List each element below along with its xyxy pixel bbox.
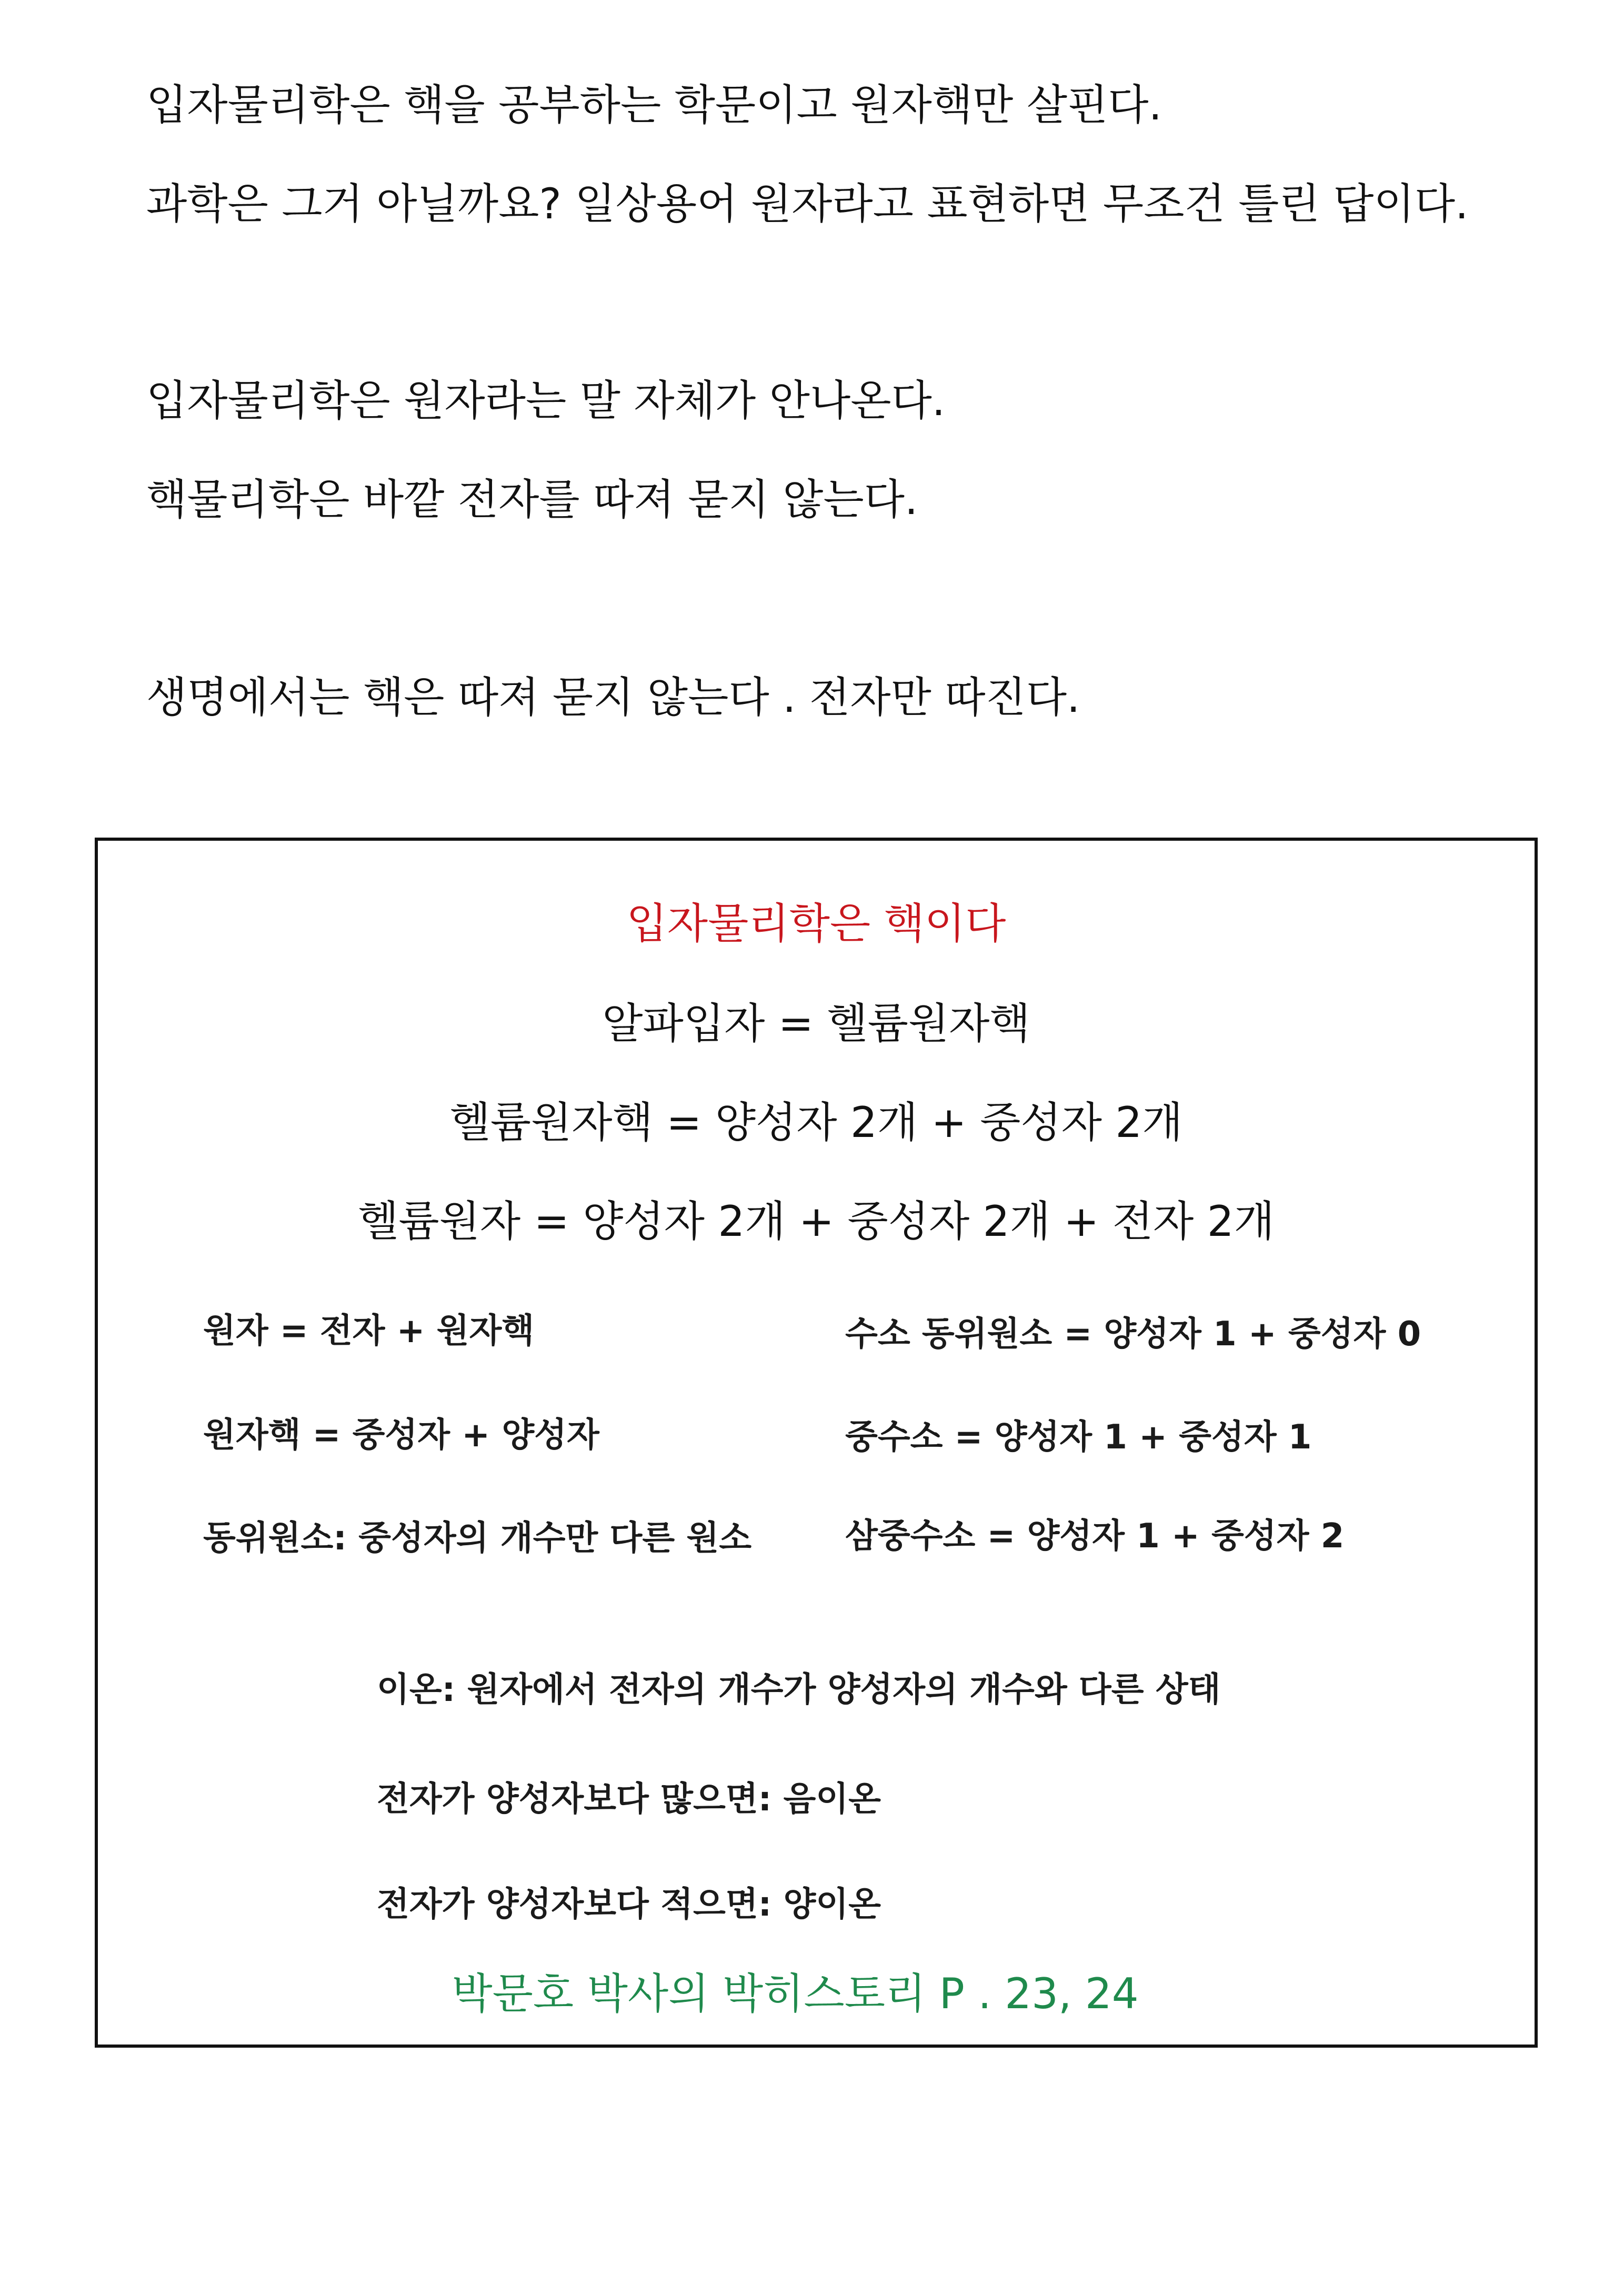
paragraph-line-1: 입자물리학은 핵을 공부하는 학문이고 원자핵만 살핀다. <box>146 80 1162 129</box>
scan-deuterium: 중수소 = 양성자 1 + 중성자 1 <box>845 1418 1312 1457</box>
equation-alpha-particle: 알파입자 = 헬륨원자핵 <box>602 999 1030 1048</box>
scan-tritium: 삼중수소 = 양성자 1 + 중성자 2 <box>845 1517 1345 1556</box>
box-heading: 입자물리학은 핵이다 <box>626 899 1006 948</box>
scan-hydrogen-isotope: 수소 동위원소 = 양성자 1 + 중성자 0 <box>845 1315 1421 1354</box>
scan-atom-definition: 원자 = 전자 + 원자핵 <box>203 1312 535 1351</box>
scan-anion: 전자가 양성자보다 많으면: 음이온 <box>377 1780 881 1819</box>
citation: 박문호 박사의 박히스토리 P . 23, 24 <box>452 1969 1139 2018</box>
paragraph-line-3: 입자물리학은 원자라는 말 자체가 안나온다. <box>146 376 946 425</box>
paragraph-line-5: 생명에서는 핵은 따져 묻지 않는다 . 전자만 따진다. <box>146 673 1080 722</box>
paragraph-line-2: 과학은 그거 아닐까요? 일상용어 원자라고 표현하면 무조건 틀린 답이다. <box>146 179 1469 228</box>
quote-box <box>95 838 1538 2048</box>
scan-cation: 전자가 양성자보다 적으면: 양이온 <box>377 1885 881 1924</box>
scan-nucleus-definition: 원자핵 = 중성자 + 양성자 <box>203 1416 599 1455</box>
scan-isotope-definition: 동위원소: 중성자의 개수만 다른 원소 <box>203 1519 752 1558</box>
paragraph-line-4: 핵물리학은 바깥 전자를 따져 묻지 않는다. <box>146 475 918 524</box>
equation-helium-atom: 헬륨원자 = 양성자 2개 + 중성자 2개 + 전자 2개 <box>358 1197 1275 1246</box>
equation-helium-nucleus: 헬륨원자핵 = 양성자 2개 + 중성자 2개 <box>449 1098 1183 1147</box>
scan-ion-definition: 이온: 원자에서 전자의 개수가 양성자의 개수와 다른 상태 <box>377 1670 1221 1709</box>
